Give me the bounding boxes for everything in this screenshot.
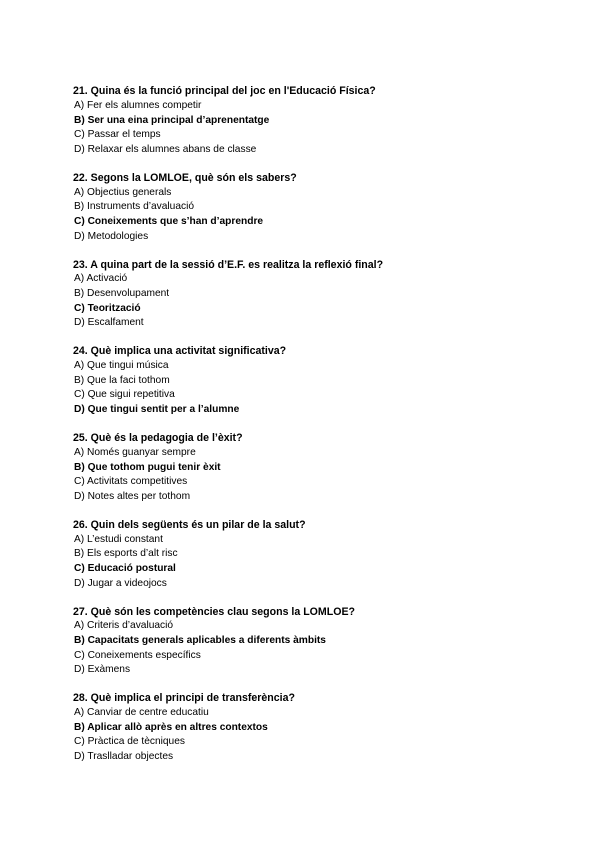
answer-option: C) Passar el temps — [74, 129, 161, 141]
answer-option-correct: B) Que tothom pugui tenir èxit — [74, 461, 221, 473]
answer-option-correct: B) Capacitats generals aplicables a diferents àmbits — [74, 635, 326, 647]
question-title: 27. Què són les competències clau segons la LOMLOE? — [73, 605, 355, 618]
question-23 — [73, 258, 573, 331]
question-28 — [73, 691, 573, 764]
answer-option: A) Criteris d’avaluació — [74, 620, 174, 632]
answer-option: C) Pràctica de tècniques — [74, 736, 185, 748]
answer-option: D) Exàmens — [74, 664, 131, 676]
answer-option-correct: D) Que tingui sentit per a l’alumne — [74, 404, 240, 416]
question-21 — [73, 84, 573, 157]
answer-option: D) Escalfament — [74, 317, 144, 329]
answer-option: A) L’estudi constant — [74, 533, 163, 545]
answer-option: C) Coneixements específics — [74, 649, 201, 661]
answer-option-correct: B) Aplicar allò après en altres contextos — [74, 721, 268, 733]
question-title: 23. A quina part de la sessió d’E.F. es realitza la reflexió final? — [73, 258, 384, 271]
answer-option: D) Metodologies — [74, 230, 149, 242]
question-25 — [73, 431, 573, 504]
question-26 — [73, 518, 573, 591]
question-title: 22. Segons la LOMLOE, què són els sabers? — [73, 171, 297, 184]
question-24 — [73, 344, 573, 417]
answer-option: D) Traslladar objectes — [74, 751, 174, 763]
answer-option: A) Que tingui música — [74, 360, 169, 372]
answer-option: A) Fer els alumnes competir — [74, 99, 202, 111]
answer-option: D) Relaxar els alumnes abans de classe — [74, 143, 257, 155]
answer-option: A) Canviar de centre educatiu — [74, 707, 209, 719]
answer-option: A) Només guanyar sempre — [74, 446, 196, 458]
answer-option-correct: C) Educació postural — [74, 562, 176, 574]
question-22 — [73, 171, 573, 244]
answer-option: C) Que sigui repetitiva — [74, 389, 175, 401]
answer-option: B) Els esports d’alt risc — [74, 548, 178, 560]
answer-option: B) Desenvolupament — [74, 288, 170, 300]
answer-option: B) Que la faci tothom — [74, 374, 170, 386]
answer-option-correct: C) Teorització — [74, 302, 141, 314]
question-title: 25. Què és la pedagogia de l’èxit? — [73, 432, 243, 444]
answer-option: A) Activació — [74, 273, 128, 285]
answer-option: A) Objectius generals — [74, 186, 172, 198]
question-title: 26. Quin dels següents és un pilar de la salut? — [73, 518, 306, 531]
answer-option: D) Notes altes per tothom — [74, 490, 191, 502]
question-list — [73, 84, 573, 778]
answer-option-correct: C) Coneixements que s’han d’aprendre — [74, 215, 264, 227]
answer-option: D) Jugar a videojocs — [74, 577, 167, 589]
question-title: 24. Què implica una activitat significativa? — [73, 345, 287, 358]
question-title: 21. Quina és la funció principal del joc en l'Educació Física? — [73, 85, 376, 97]
answer-option-correct: B) Ser una eina principal d’aprenentatge — [74, 114, 270, 126]
answer-option: B) Instruments d’avaluació — [74, 201, 195, 213]
question-27 — [73, 605, 573, 678]
question-title: 28. Què implica el principi de transferència? — [73, 692, 295, 705]
answer-option: C) Activitats competitives — [74, 476, 188, 488]
